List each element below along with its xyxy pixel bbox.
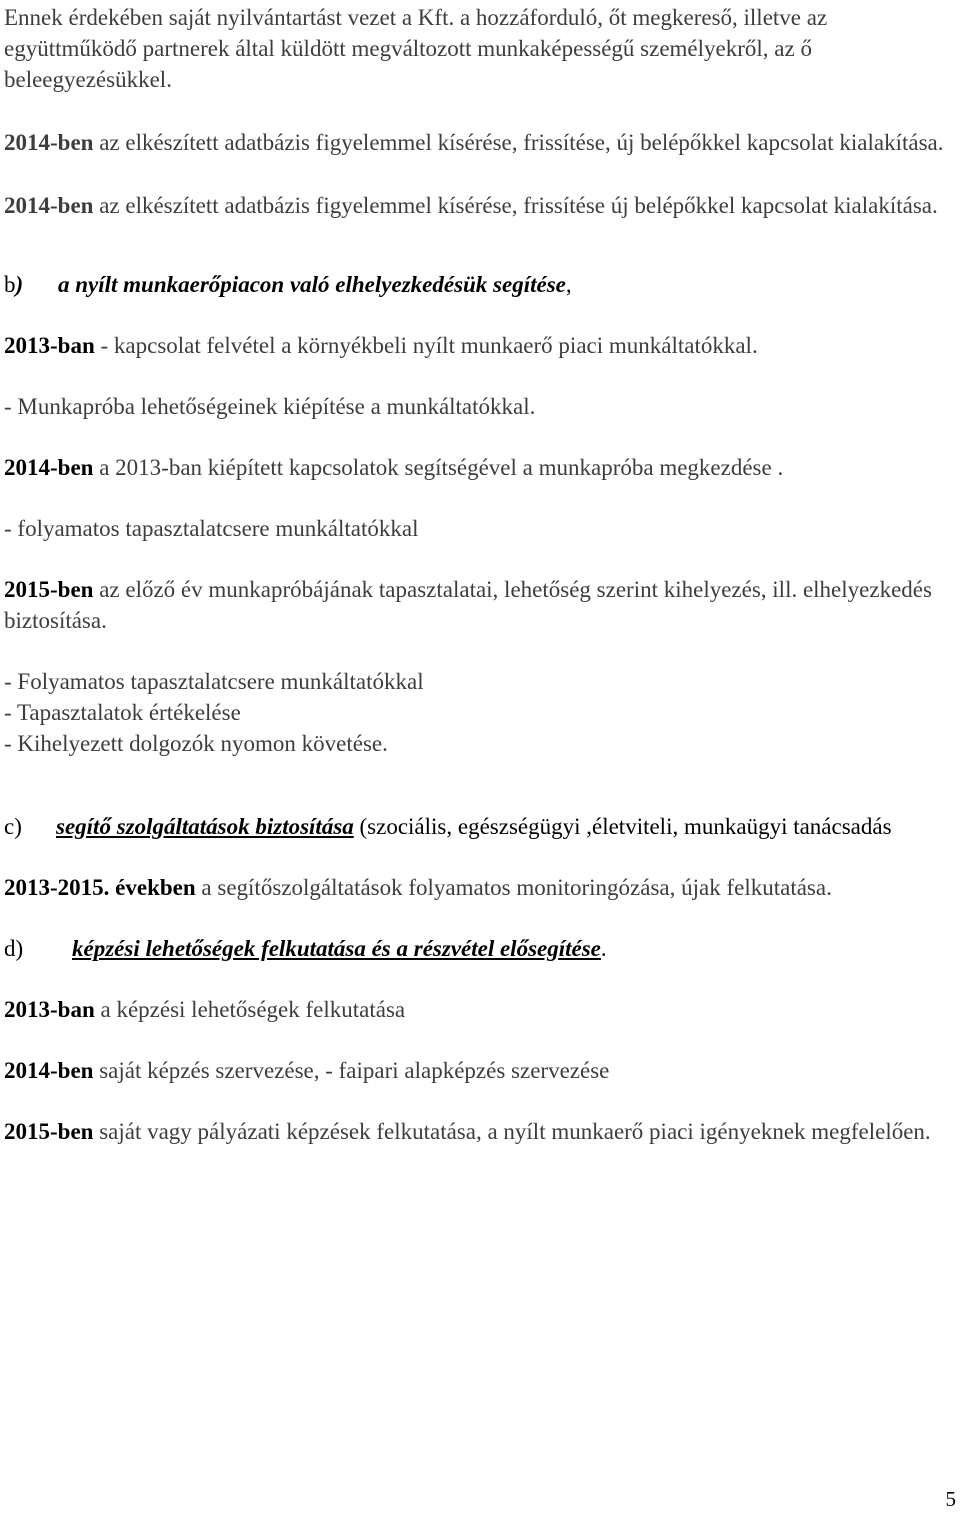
year-label: 2014-ben [4, 193, 94, 218]
section-c-trail: (szociális, egészségügyi ,életviteli, munkaügyi tanácsadás [353, 814, 892, 839]
section-b-title: a nyílt munkaerőpiacon való elhelyezkedésük segítése [58, 272, 566, 297]
paragraph-text: saját képzés szervezése, - faipari alapképzés szervezése [93, 1058, 610, 1083]
list-item: - Tapasztalatok értékelése [4, 700, 241, 725]
section-b-list [4, 666, 944, 759]
section-b-heading [4, 269, 944, 300]
section-c-years [4, 872, 944, 903]
section-b-2015 [4, 574, 944, 636]
paragraph-text: a segítőszolgáltatások folyamatos monitoringózása, újak felkutatása. [195, 875, 832, 900]
section-b-2014-line2: - folyamatos tapasztalatcsere munkáltatókkal [4, 516, 419, 541]
section-c-title: segítő szolgáltatások biztosítása [56, 814, 354, 839]
intro-paragraph: Ennek érdekében saját nyilvántartást vezet a Kft. a hozzáforduló, őt megkereső, illetve az együttműködő partnerek által küldött megváltozott munkaképességű személyekről, az ő beleegyezésükkel. [4, 5, 828, 92]
section-c-letter: c) [4, 814, 22, 839]
paragraph-2014-a [4, 127, 944, 158]
section-b-2014 [4, 452, 944, 483]
paragraph-text: az előző év munkapróbájának tapasztalatai, lehetőség szerint kihelyezés, ill. elhelyezkedés biztosítása. [4, 577, 932, 633]
paragraph-text: a 2013-ban kiépített kapcsolatok segítségével a munkapróba megkezdése . [93, 455, 784, 480]
paragraph-2014-b [4, 190, 944, 221]
page-number: 5 [945, 1487, 956, 1511]
year-label: 2013-2015. években [4, 875, 196, 900]
paragraph-text: az elkészített adatbázis figyelemmel kísérése, frissítése új belépőkkel kapcsolat kialakítása. [93, 193, 938, 218]
year-label: 2013-ban [4, 997, 95, 1022]
paragraph-text: - kapcsolat felvétel a környékbeli nyílt munkaerő piaci munkáltatókkal. [94, 333, 758, 358]
section-d-2015 [4, 1116, 944, 1147]
document-page [4, 2, 944, 1147]
section-b-2013 [4, 330, 944, 361]
section-c-heading [4, 811, 944, 842]
year-label: 2014-ben [4, 1058, 94, 1083]
list-item: - Folyamatos tapasztalatcsere munkáltatókkal [4, 669, 424, 694]
section-b-2013-line2: - Munkapróba lehetőségeinek kiépítése a munkáltatókkal. [4, 394, 536, 419]
section-b-trail: , [565, 272, 572, 297]
section-d-letter: d) [4, 936, 24, 961]
section-d-heading [4, 933, 944, 964]
year-label: 2013-ban [4, 333, 95, 358]
paragraph-text: saját vagy pályázati képzések felkutatása, a nyílt munkaerő piaci igényeknek megfelelően. [93, 1119, 931, 1144]
section-b-letter: b [4, 272, 16, 297]
paragraph-text: a képzési lehetőségek felkutatása [94, 997, 406, 1022]
year-label: 2014-ben [4, 130, 94, 155]
year-label: 2015-ben [4, 577, 94, 602]
section-b-paren: ) [15, 272, 24, 297]
year-label: 2015-ben [4, 1119, 94, 1144]
section-d-trail: . [600, 936, 607, 961]
list-item: - Kihelyezett dolgozók nyomon követése. [4, 731, 388, 756]
section-d-title: képzési lehetőségek felkutatása és a részvétel elősegítése [72, 936, 601, 961]
section-d-2014 [4, 1055, 944, 1086]
paragraph-text: az elkészített adatbázis figyelemmel kísérése, frissítése, új belépőkkel kapcsolat kialakítása. [93, 130, 944, 155]
section-d-2013 [4, 994, 944, 1025]
year-label: 2014-ben [4, 455, 94, 480]
